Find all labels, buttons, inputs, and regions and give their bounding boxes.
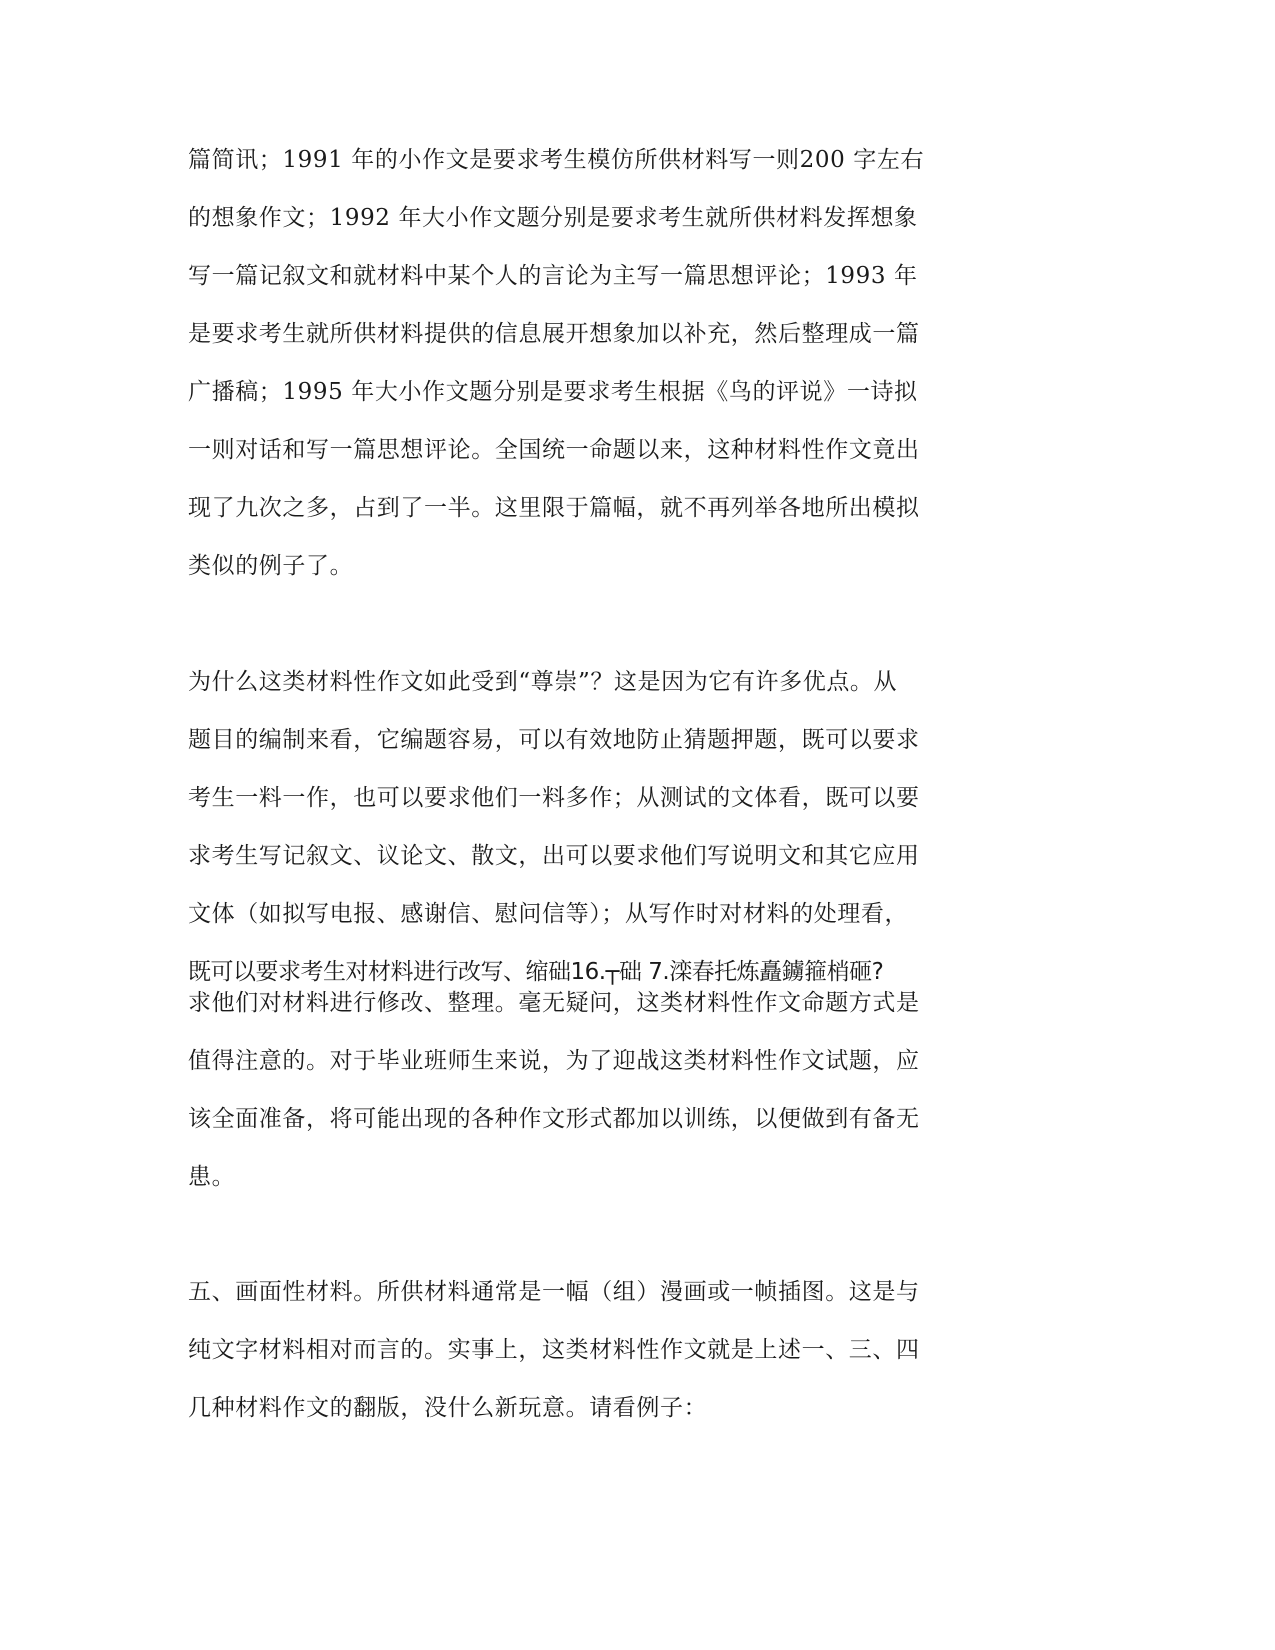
text-line: 值得注意的。对于毕业班师生来说，为了迎战这类材料性作文试题，应	[188, 1048, 920, 1074]
text-line: 一则对话和写一篇思想评论。全国统一命题以来，这种材料性作文竟出	[188, 437, 920, 463]
text-line: 题目的编制来看，它编题容易，可以有效地防止猜题押题，既可以要求	[188, 727, 920, 753]
text-line: 求考生写记叙文、议论文、散文，出可以要求他们写说明文和其它应用	[188, 843, 920, 869]
text-line: 是要求考生就所供材料提供的信息展开想象加以补充，然后整理成一篇	[188, 321, 920, 347]
text-line: 的想象作文；1992 年大小作文题分别是要求考生就所供材料发挥想象	[188, 205, 918, 231]
text-line: 类似的例子了。	[188, 553, 354, 579]
text-line: 篇简讯；1991 年的小作文是要求考生模仿所供材料写一则200 字左右	[188, 147, 925, 173]
text-line: 几种材料作文的翻版，没什么新玩意。请看例子：	[188, 1395, 708, 1421]
text-line: 写一篇记叙文和就材料中某个人的言论为主写一篇思想评论；1993 年	[188, 263, 918, 289]
text-line: 纯文字材料相对而言的。实事上，这类材料性作文就是上述一、三、四	[188, 1337, 920, 1363]
text-line-garbled: 既可以要求考生对材料进行改写、缩础16.┬础 7.滦春托炼矗鐪箍梢砸?	[188, 959, 884, 985]
text-line: 文体（如拟写电报、感谢信、慰问信等）；从写作时对材料的处理看，	[188, 901, 909, 927]
text-line: 求他们对材料进行修改、整理。毫无疑问，这类材料性作文命题方式是	[188, 990, 920, 1016]
text-line: 考生一料一作，也可以要求他们一料多作；从测试的文体看，既可以要	[188, 785, 920, 811]
text-line: 患。	[188, 1164, 236, 1190]
text-line: 广播稿；1995 年大小作文题分别是要求考生根据《鸟的评说》一诗拟	[188, 379, 918, 405]
text-line: 为什么这类材料性作文如此受到“尊崇”？这是因为它有许多优点。从	[188, 669, 898, 695]
text-line: 该全面准备，将可能出现的各种作文形式都加以训练，以便做到有备无	[188, 1106, 920, 1132]
text-line: 五、画面性材料。所供材料通常是一幅（组）漫画或一帧插图。这是与	[188, 1279, 920, 1305]
text-line: 现了九次之多，占到了一半。这里限于篇幅，就不再列举各地所出模拟	[188, 495, 920, 521]
